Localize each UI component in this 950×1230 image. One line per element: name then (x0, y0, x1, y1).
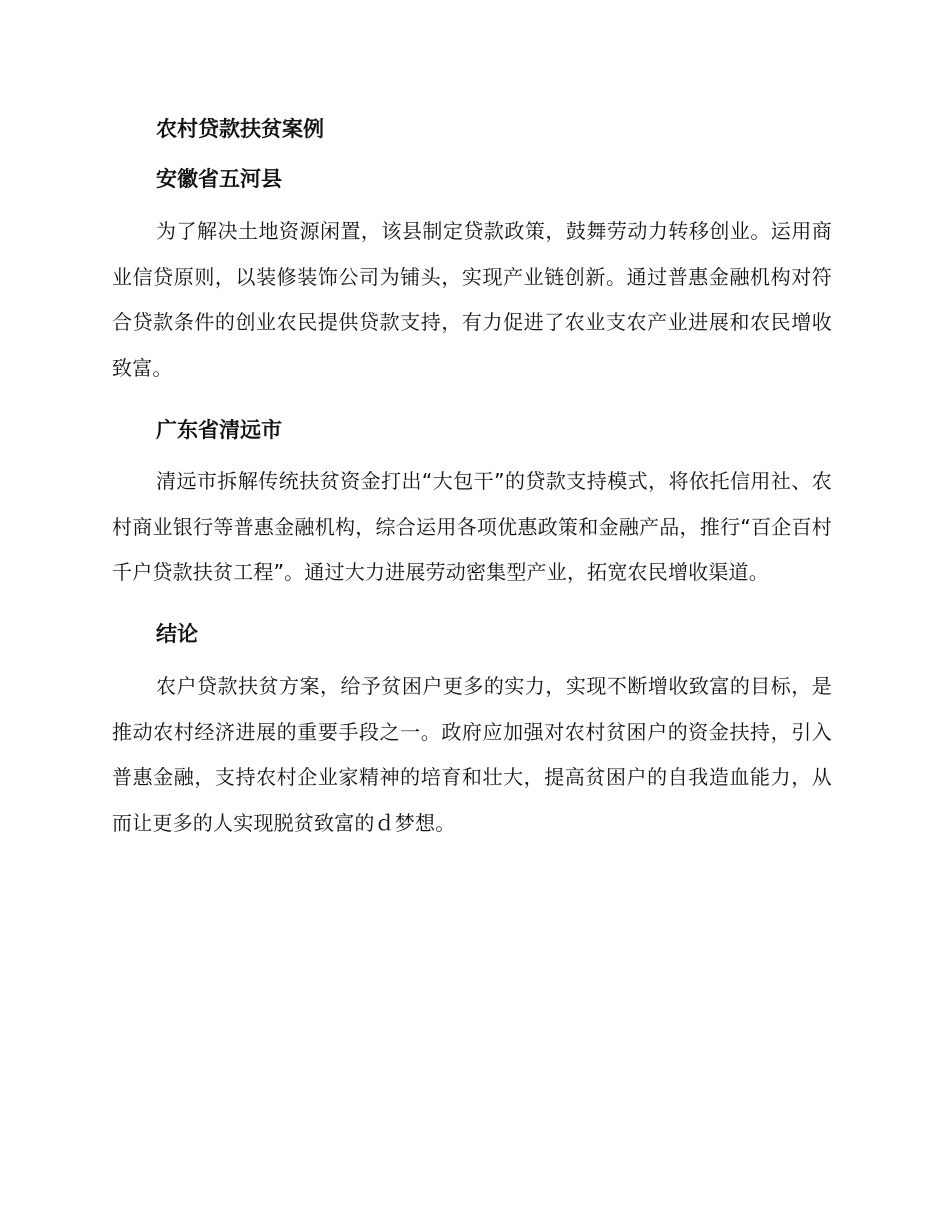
section-heading-anhui-wuhe: 安徽省五河县 (156, 167, 282, 191)
section-heading-guangdong-qingyuan: 广东省清远市 (156, 417, 282, 442)
section-body-anhui-wuhe: 为了解决土地资源闲置，该县制定贷款政策，鼓舞劳动力转移创业。运用商业信贷原则，以装修装饰公司为铺头，实现产业链创新。通过普惠金融机构对符合贷款条件的创业农民提供贷款支持，有力促进了农业支农产业进展和农民增收致富。 (112, 219, 832, 381)
document-page (112, 112, 832, 847)
section-body-conclusion: 农户贷款扶贫方案，给予贫困户更多的实力，实现不断增收致富的目标，是推动农村经济进展的重要手段之一。政府应加强对农村贫困户的资金扶持，引入普惠金融，支持农村企业家精神的培育和壮大，提高贫困户的自我造血能力，从而让更多的人实现脱贫致富的ｄ梦想。 (112, 673, 832, 836)
document-title: 农村贷款扶贫案例 (156, 117, 324, 141)
section-body-guangdong-qingyuan: 清远市拆解传统扶贫资金打出“大包干”的贷款支持模式，将依托信用社、农村商业银行等普惠金融机构，综合运用各项优惠政策和金融产品，推行“百企百村千户贷款扶贫工程”。通过大力进展劳动密集型产业，拓宽农民增收渠道。 (112, 468, 832, 585)
section-heading-conclusion: 结论 (156, 621, 198, 646)
